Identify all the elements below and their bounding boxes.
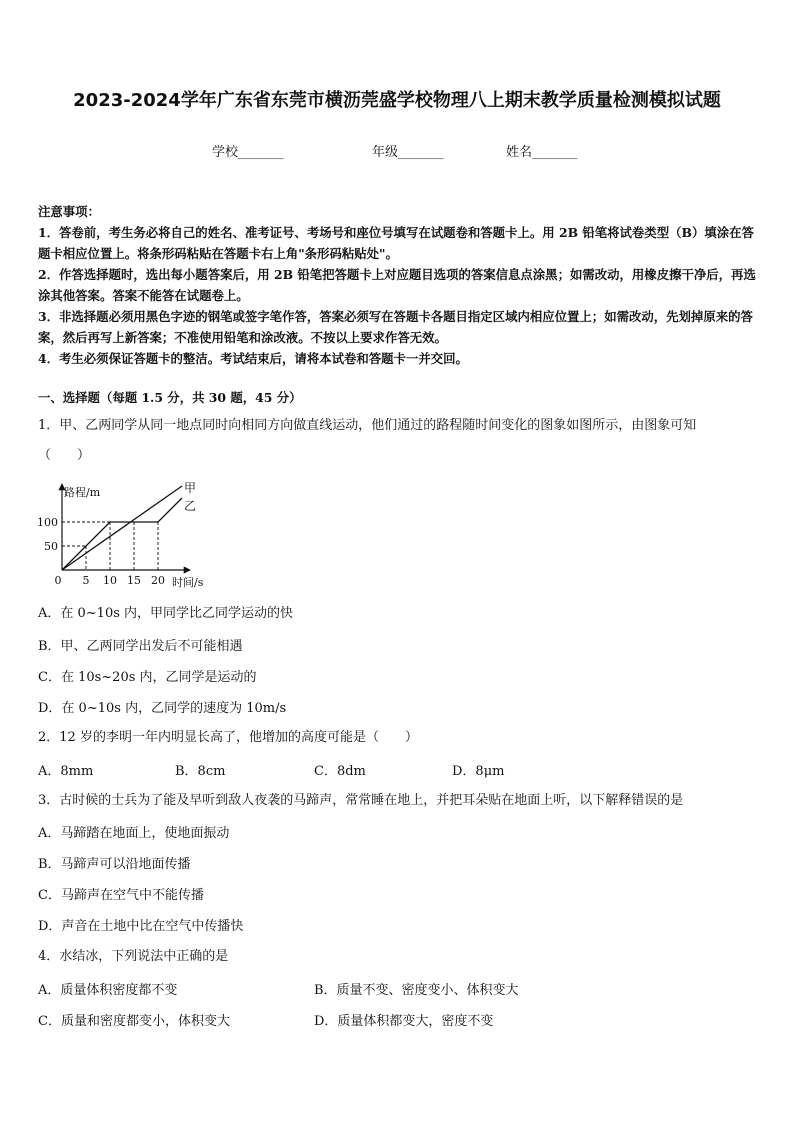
notice-item-1: 1．答卷前，考生务必将自己的姓名、准考证号、考场号和座位号填写在试题卷和答题卡上。用 2B 铅笔将试卷类型（B）填涂在答题卡相应位置上。将条形码粘贴在答题卡右上角"条形码粘贴处"。	[38, 225, 754, 261]
notice-item-2: 2．作答选择题时，选出每小题答案后，用 2B 铅笔把答题卡上对应题目选项的答案信息点涂黑；如需改动，用橡皮擦干净后，再选涂其他答案。答案不能答在试题卷上。	[38, 267, 756, 303]
y-axis-label: 路程/m	[64, 486, 101, 499]
school-field: 学校_______	[212, 145, 284, 160]
question-4-option-c: C．质量和密度都变小，体积变大	[38, 1014, 230, 1029]
notice-item-4: 4．考生必须保证答题卡的整洁。考试结束后，请将本试卷和答题卡一并交回。	[38, 351, 468, 366]
x-tick-label: 0	[54, 574, 62, 587]
question-1-option-a: A．在 0~10s 内，甲同学比乙同学运动的快	[38, 606, 294, 621]
question-2-option-c: C．8dm	[314, 764, 366, 779]
question-2-option-a: A．8mm	[38, 764, 94, 779]
page-title: 2023-2024学年广东省东莞市横沥莞盛学校物理八上期末教学质量检测模拟试题	[73, 90, 721, 111]
series-line-yi	[62, 498, 182, 570]
series-label: 甲	[184, 481, 197, 495]
x-tick-label: 20	[151, 574, 165, 587]
notice-heading: 注意事项：	[38, 204, 100, 219]
question-1-option-b: B．甲、乙两同学出发后不可能相遇	[38, 639, 243, 654]
x-tick-label: 5	[82, 574, 90, 587]
question-4-stem: 4．水结冰，下列说法中正确的是	[38, 949, 229, 964]
question-2-stem: 2．12 岁的李明一年内明显长高了，他增加的高度可能是（ ）	[38, 730, 418, 745]
x-tick-label: 15	[127, 574, 141, 587]
grade-field: 年级_______	[372, 145, 444, 160]
question-4-option-b: B．质量不变、密度变小、体积变大	[314, 983, 519, 998]
y-tick-label: 100	[37, 516, 58, 529]
question-1-option-d: D．在 0~10s 内，乙同学的速度为 10m/s	[38, 701, 287, 716]
question-3-option-c: C．马蹄声在空气中不能传播	[38, 888, 204, 903]
notice-item-3: 3．非选择题必须用黑色字迹的钢笔或签字笔作答，答案必须写在答题卡各题目指定区域内相应位置上；如需改动，先划掉原来的答案，然后再写上新答案；不准使用铅笔和涂改液。不按以上要求作答无效。	[38, 309, 753, 345]
question-1-blank: （ ）	[38, 448, 91, 463]
section-heading: 一、选择题（每题 1.5 分，共 30 题，45 分）	[38, 390, 302, 405]
name-field: 姓名_______	[506, 145, 578, 160]
question-2-option-d: D．8μm	[452, 764, 505, 779]
question-3-option-b: B．马蹄声可以沿地面传播	[38, 857, 191, 872]
distance-time-chart	[37, 478, 220, 590]
series-label: 乙	[184, 499, 197, 513]
question-4-option-d: D．质量体积都变大，密度不变	[314, 1014, 494, 1029]
x-tick-label: 10	[103, 574, 117, 587]
question-1-option-c: C．在 10s~20s 内，乙同学是运动的	[38, 670, 257, 685]
y-tick-label: 50	[44, 540, 58, 553]
question-4-option-a: A．质量体积密度都不变	[38, 983, 178, 998]
question-2-option-b: B．8cm	[175, 764, 226, 779]
x-axis-label: 时间/s	[172, 576, 204, 589]
question-3-stem: 3．古时候的士兵为了能及早听到敌人夜袭的马蹄声，常常睡在地上，并把耳朵贴在地面上听，以下解释错误的是	[38, 793, 684, 808]
question-3-option-a: A．马蹄踏在地面上，使地面振动	[38, 826, 230, 841]
question-1-stem: 1．甲、乙两同学从同一地点同时向相同方向做直线运动，他们通过的路程随时间变化的图象如图所示，由图象可知	[38, 418, 697, 433]
question-3-option-d: D．声音在土地中比在空气中传播快	[38, 919, 244, 934]
